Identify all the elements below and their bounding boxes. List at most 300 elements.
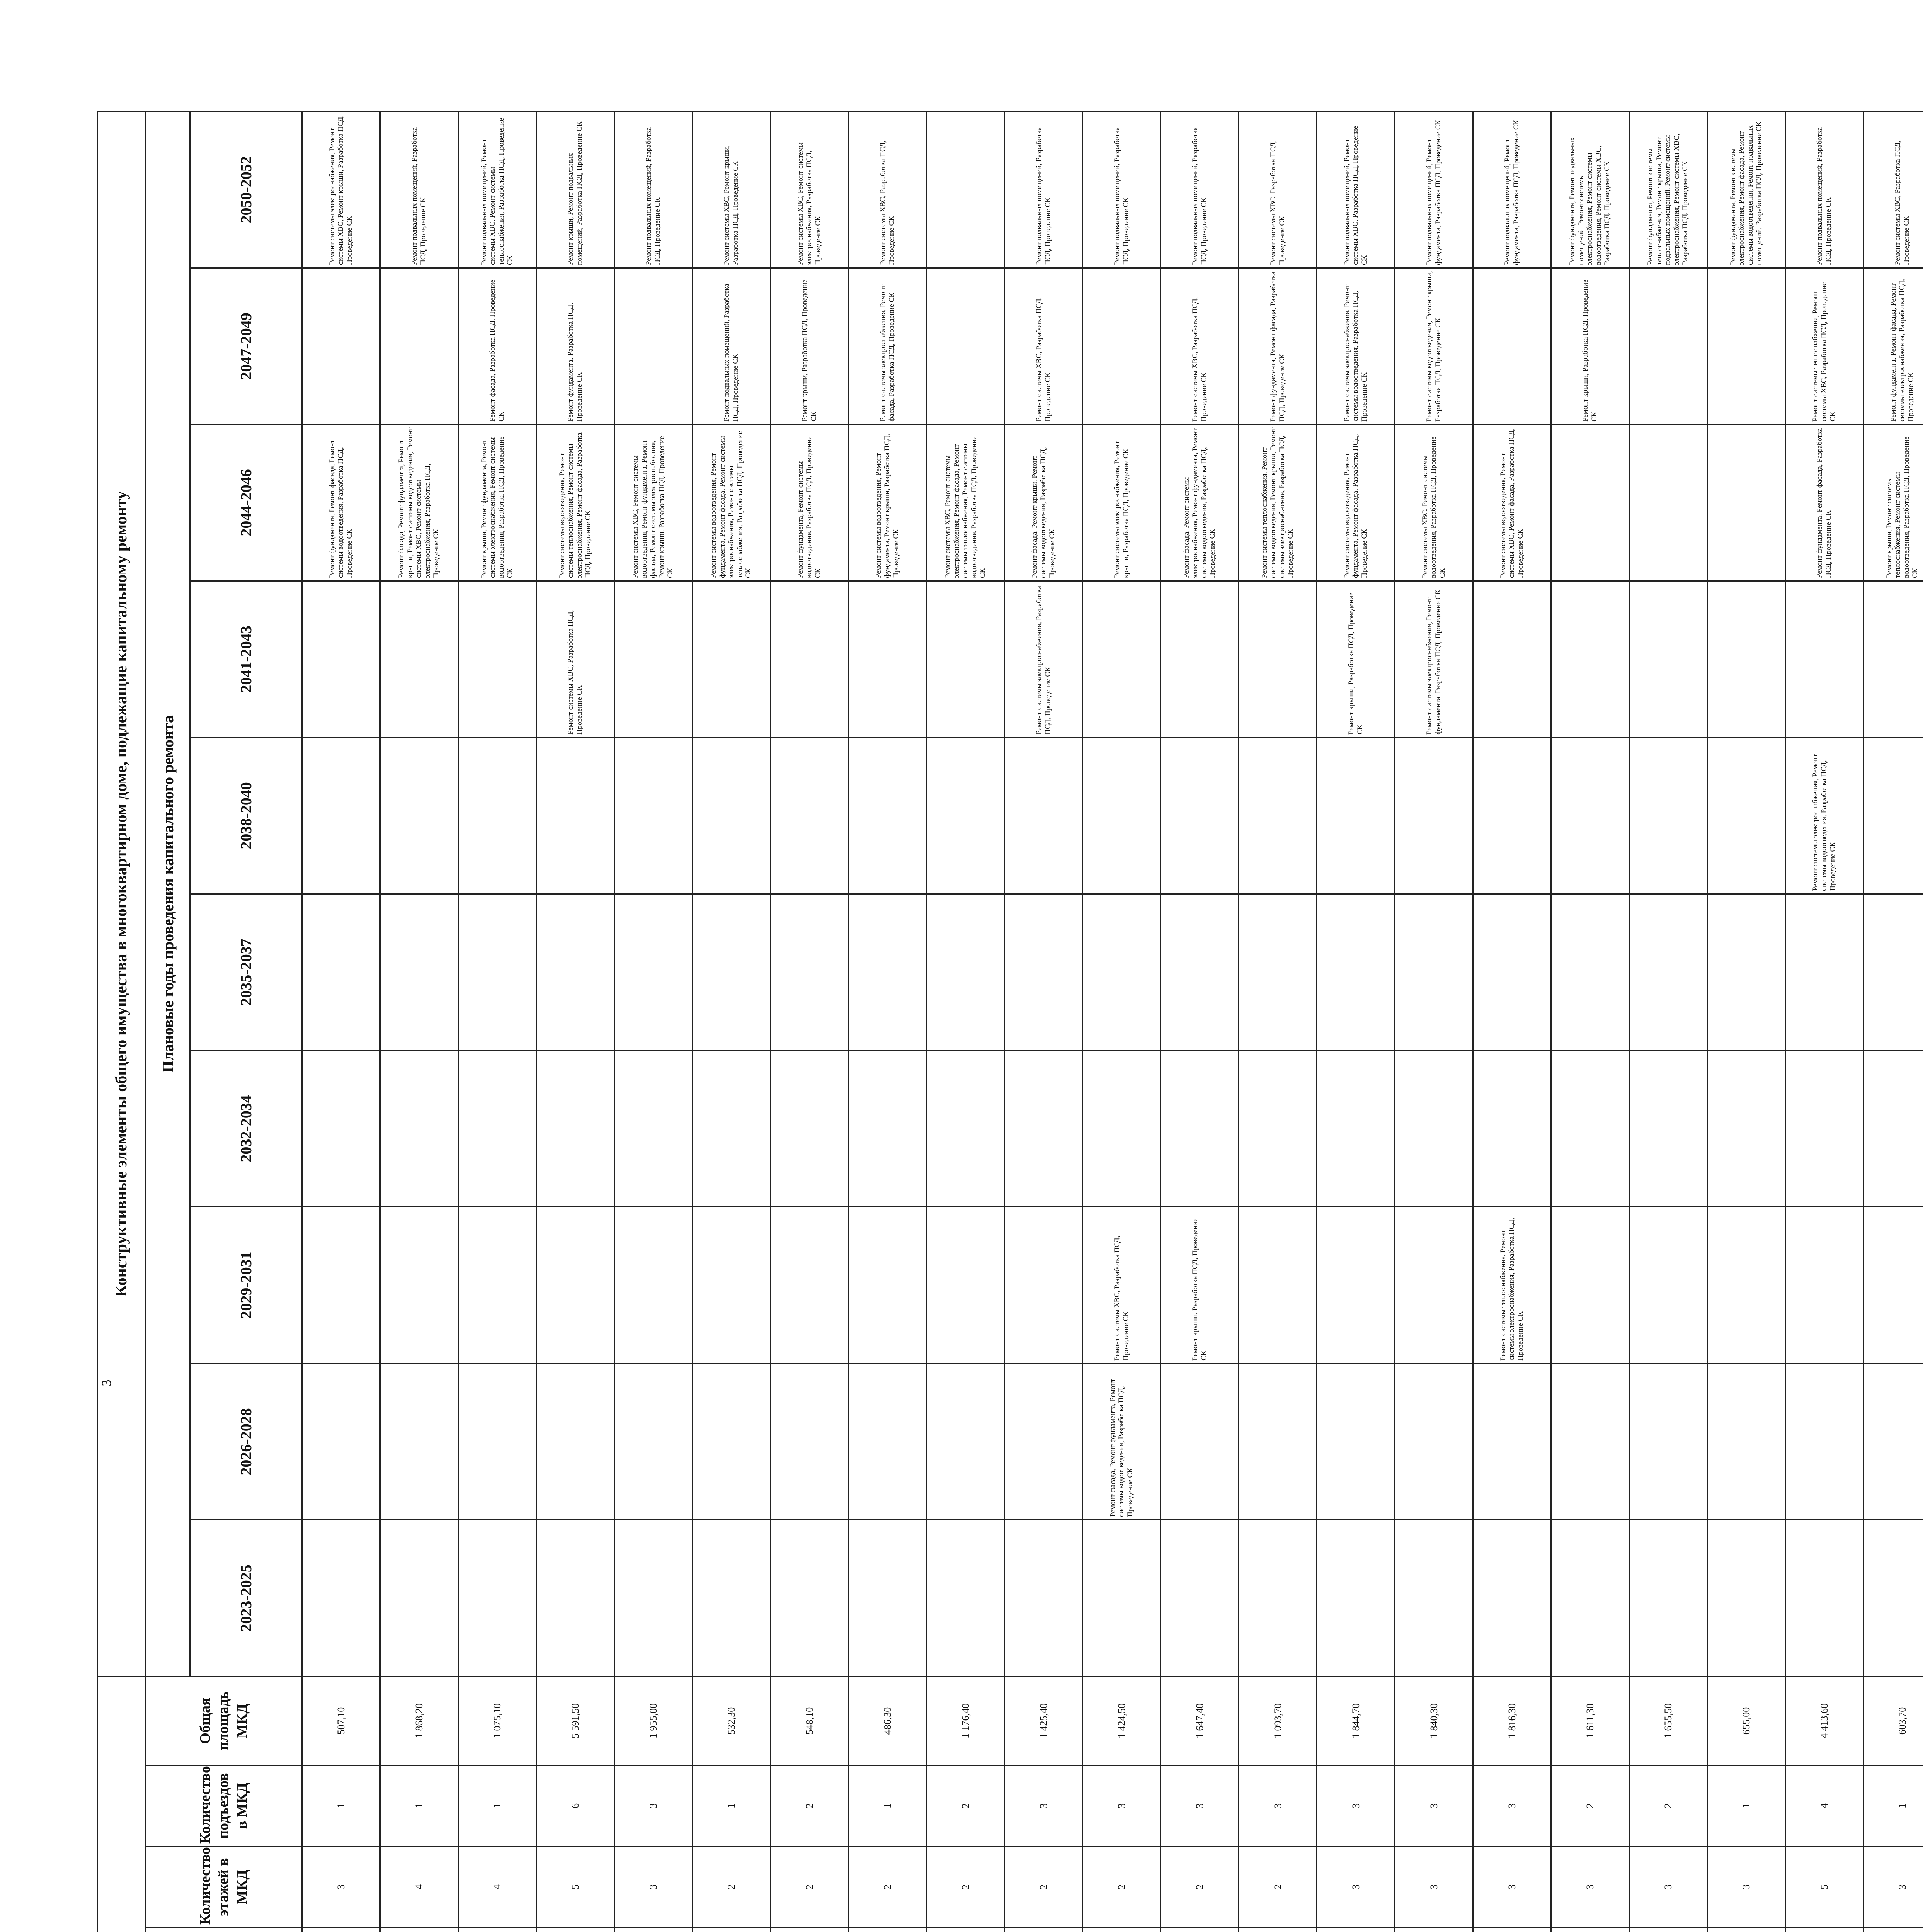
total-area: 532,30 xyxy=(693,1676,771,1765)
planned-works-cell: Ремонт фундамента, Разработка ПСД, Проведение СК xyxy=(536,268,614,424)
planned-works-cell xyxy=(614,1520,693,1676)
table-row xyxy=(693,111,771,1932)
planned-works-cell xyxy=(1629,1207,1707,1363)
entrance-count: 2 xyxy=(1629,1765,1707,1847)
planned-works-cell xyxy=(1551,894,1629,1050)
planned-works-cell: Ремонт системы водоотведения, Ремонт крыши, Разработка ПСД, Проведение СК xyxy=(1395,268,1473,424)
planned-works-cell xyxy=(1239,737,1317,894)
planned-works-cell xyxy=(1083,1050,1161,1207)
planned-works-cell xyxy=(1551,1363,1629,1520)
entrance-count: 1 xyxy=(302,1765,380,1847)
planned-works-cell xyxy=(1473,1050,1551,1207)
planned-works-cell xyxy=(1629,424,1707,581)
floor-count: 3 xyxy=(1317,1847,1395,1928)
planned-works-cell xyxy=(1161,1050,1239,1207)
planned-works-cell xyxy=(1551,1207,1629,1363)
planned-works-cell xyxy=(693,1363,771,1520)
planned-works-cell xyxy=(1629,1050,1707,1207)
planned-works-cell xyxy=(1629,737,1707,894)
planned-works-cell: Ремонт системы ХВС, Ремонт системы электроснабжения, Ремонт фасада, Ремонт системы теплоснабжения, Ремонт системы водоотведения, Разработка ПСД, Проведение СК xyxy=(927,424,1005,581)
planned-works-cell xyxy=(1005,737,1083,894)
planned-works-cell xyxy=(849,1207,927,1363)
planned-works-cell: Ремонт системы теплоснабжения, Ремонт системы водоотведения, Ремонт крыши, Ремонт системы электроснабжения, Разработка ПСД, Проведение СК xyxy=(1239,424,1317,581)
entrance-count: 3 xyxy=(1083,1765,1161,1847)
planned-works-cell xyxy=(614,1207,693,1363)
column-header-floors: Количество этажей в МКД xyxy=(146,1847,302,1928)
header-spacer xyxy=(97,1676,146,1932)
entrance-count: 3 xyxy=(1317,1765,1395,1847)
planned-works-cell xyxy=(927,581,1005,737)
planned-works-cell xyxy=(1863,581,1923,737)
planned-works-cell: Ремонт фундамента, Ремонт фасада, Разработка ПСД, Проведение СК xyxy=(1239,268,1317,424)
planned-works-cell xyxy=(1707,268,1785,424)
planned-works-cell xyxy=(1785,1050,1863,1207)
planned-works-cell xyxy=(302,1207,380,1363)
planned-works-cell xyxy=(1785,894,1863,1050)
planned-works-cell xyxy=(1395,737,1473,894)
floor-count: 2 xyxy=(1083,1847,1161,1928)
wall-material xyxy=(1005,1928,1083,1932)
wall-material xyxy=(1083,1928,1161,1932)
planned-works-cell xyxy=(1317,1363,1395,1520)
planned-works-cell: Ремонт системы ХВС, Ремонт крыши, Разработка ПСД, Проведение СК xyxy=(693,111,771,268)
planned-works-cell xyxy=(458,1207,536,1363)
planned-works-cell: Ремонт системы электроснабжения, Ремонт системы водоотведения, Разработка ПСД, Проведение СК xyxy=(1317,268,1395,424)
planned-works-cell xyxy=(1629,894,1707,1050)
planned-works-cell xyxy=(1083,1520,1161,1676)
table-row xyxy=(1785,111,1863,1932)
wall-material xyxy=(771,1928,849,1932)
planned-works-cell: Ремонт подвальных помещений, Разработка ПСД, Проведение СК xyxy=(1005,111,1083,268)
wall-material xyxy=(927,1928,1005,1932)
planned-works-cell xyxy=(536,894,614,1050)
table-row xyxy=(614,111,693,1932)
planned-works-cell xyxy=(1785,581,1863,737)
entrance-count: 1 xyxy=(1707,1765,1785,1847)
wall-material xyxy=(536,1928,614,1932)
planned-works-cell xyxy=(1473,1363,1551,1520)
total-area: 1 075,10 xyxy=(458,1676,536,1765)
total-area: 1 176,40 xyxy=(927,1676,1005,1765)
entrance-count: 1 xyxy=(849,1765,927,1847)
planned-works-cell xyxy=(1863,737,1923,894)
year-header: 2050-2052 xyxy=(190,111,302,268)
planned-works-cell xyxy=(302,1050,380,1207)
planned-works-cell xyxy=(1161,581,1239,737)
planned-works-cell xyxy=(927,268,1005,424)
planned-works-cell xyxy=(1863,1520,1923,1676)
planned-works-cell: Ремонт системы электроснабжения, Разработка ПСД, Проведение СК xyxy=(1005,581,1083,737)
table-row xyxy=(1551,111,1629,1932)
planned-works-cell xyxy=(1083,268,1161,424)
planned-works-cell xyxy=(927,737,1005,894)
planned-works-cell xyxy=(693,737,771,894)
planned-works-cell xyxy=(380,737,458,894)
table-row xyxy=(1707,111,1785,1932)
planned-works-cell xyxy=(380,1207,458,1363)
planned-works-cell xyxy=(1707,1207,1785,1363)
planned-works-cell xyxy=(536,737,614,894)
planned-works-cell xyxy=(1629,581,1707,737)
planned-works-cell: Ремонт подвальных помещений, Разработка ПСД, Проведение СК xyxy=(693,268,771,424)
planned-works-cell: Ремонт крыши, Разработка ПСД, Проведение СК xyxy=(1317,581,1395,737)
planned-works-cell xyxy=(1707,737,1785,894)
planned-works-cell: Ремонт фундамента, Ремонт подвальных помещений, Ремонт системы электроснабжения, Ремонт системы водоотведения, Ремонт системы ХВС, Разработка ПСД, Проведение СК xyxy=(1551,111,1629,268)
year-header: 2044-2046 xyxy=(190,424,302,581)
planned-works-cell xyxy=(1551,1520,1629,1676)
planned-works-cell xyxy=(1317,1520,1395,1676)
entrance-count: 1 xyxy=(380,1765,458,1847)
table-row xyxy=(1395,111,1473,1932)
floor-count: 3 xyxy=(1629,1847,1707,1928)
planned-works-cell xyxy=(458,1363,536,1520)
planned-works-cell: Ремонт крыши, Ремонт фундамента, Ремонт системы электроснабжения, Ремонт системы водоотведения, Разработка ПСД, Проведение СК xyxy=(458,424,536,581)
floor-count: 3 xyxy=(1395,1847,1473,1928)
planned-works-cell xyxy=(1863,1363,1923,1520)
planned-works-cell xyxy=(1785,1520,1863,1676)
wall-material xyxy=(1317,1928,1395,1932)
planned-works-cell xyxy=(849,1050,927,1207)
planned-works-cell xyxy=(302,1520,380,1676)
wall-material xyxy=(1239,1928,1317,1932)
total-area: 5 591,50 xyxy=(536,1676,614,1765)
planned-works-cell xyxy=(693,1207,771,1363)
planned-works-cell xyxy=(927,1207,1005,1363)
planned-works-cell xyxy=(380,581,458,737)
planned-works-cell: Ремонт системы водоотведения, Ремонт системы ХВС, Ремонт фасада, Разработка ПСД, Проведение СК xyxy=(1473,424,1551,581)
planned-works-cell xyxy=(927,894,1005,1050)
planned-works-cell xyxy=(1707,894,1785,1050)
planned-works-cell xyxy=(771,1050,849,1207)
planned-works-cell: Ремонт фундамента, Ремонт фасада, Разработка ПСД, Проведение СК xyxy=(1785,424,1863,581)
planned-works-cell: Ремонт системы ХВС, Ремонт системы водоотведения, Ремонт фундамента, Ремонт фасада, Ремонт системы электроснабжения, Ремонт крыши, Разработка ПСД, Проведение СК xyxy=(614,424,693,581)
entrance-count: 2 xyxy=(771,1765,849,1847)
year-header: 2029-2031 xyxy=(190,1207,302,1363)
planned-works-cell: Ремонт фундамента, Ремонт системы теплоснабжения, Ремонт крыши, Ремонт подвальных помещений, Ремонт системы электроснабжения, Ремонт системы ХВС, Разработка ПСД, Проведение СК xyxy=(1629,111,1707,268)
planned-works-cell: Ремонт системы ХВС, Разработка ПСД, Проведение СК xyxy=(1239,111,1317,268)
planned-works-cell: Ремонт фасада, Ремонт системы электроснабжения, Ремонт фундамента, Ремонт системы водоотведения, Разработка ПСД, Проведение СК xyxy=(1161,424,1239,581)
planned-works-cell xyxy=(693,894,771,1050)
total-area: 1 424,50 xyxy=(1083,1676,1161,1765)
planned-works-cell: Ремонт системы ХВС, Разработка ПСД, Проведение СК xyxy=(1161,268,1239,424)
planned-works-cell xyxy=(1551,1050,1629,1207)
table-row xyxy=(1317,111,1395,1932)
entrance-count: 3 xyxy=(1239,1765,1317,1847)
wall-material xyxy=(849,1928,927,1932)
planned-works-cell: Ремонт фасада, Ремонт фундамента, Ремонт крыши, Ремонт системы водоотведения, Ремонт системы ХВС, Ремонт системы электроснабжения, Разработка ПСД, Проведение СК xyxy=(380,424,458,581)
planned-works-cell xyxy=(1707,1520,1785,1676)
total-area: 548,10 xyxy=(771,1676,849,1765)
planned-works-cell xyxy=(1239,894,1317,1050)
planned-works-cell xyxy=(1551,737,1629,894)
header-planned-years: Плановые годы проведения капитального ремонта xyxy=(146,111,190,1676)
planned-works-cell: Ремонт фасада, Ремонт фундамента, Ремонт системы водоотведения, Разработка ПСД, Проведение СК xyxy=(1083,1363,1161,1520)
planned-works-cell xyxy=(1707,581,1785,737)
planned-works-cell xyxy=(614,1363,693,1520)
planned-works-cell xyxy=(458,894,536,1050)
planned-works-cell: Ремонт крыши, Разработка ПСД, Проведение СК xyxy=(1551,268,1629,424)
planned-works-cell xyxy=(1317,737,1395,894)
table-row xyxy=(1473,111,1551,1932)
planned-works-cell xyxy=(1239,581,1317,737)
planned-works-cell xyxy=(1629,1520,1707,1676)
planned-works-cell xyxy=(1551,424,1629,581)
total-area: 1 093,70 xyxy=(1239,1676,1317,1765)
planned-works-cell xyxy=(1005,1050,1083,1207)
planned-works-cell: Ремонт системы водоотведения, Ремонт фундамента, Ремонт крыши, Разработка ПСД, Проведение СК xyxy=(849,424,927,581)
planned-works-cell xyxy=(536,1050,614,1207)
planned-works-cell xyxy=(1473,268,1551,424)
planned-works-cell: Ремонт крыши, Разработка ПСД, Проведение СК xyxy=(1161,1207,1239,1363)
planned-works-cell xyxy=(1629,268,1707,424)
table-row xyxy=(1629,111,1707,1932)
total-area: 1 611,30 xyxy=(1551,1676,1629,1765)
planned-works-cell: Ремонт крыши, Разработка ПСД, Проведение СК xyxy=(771,268,849,424)
planned-works-cell xyxy=(614,1050,693,1207)
planned-works-cell: Ремонт системы ХВС, Разработка ПСД, Проведение СК xyxy=(1005,268,1083,424)
planned-works-cell xyxy=(458,1050,536,1207)
planned-works-cell xyxy=(458,581,536,737)
planned-works-cell: Ремонт подвальных помещений, Ремонт фундамента, Разработка ПСД, Проведение СК xyxy=(1395,111,1473,268)
table-row xyxy=(927,111,1005,1932)
planned-works-cell: Ремонт системы ХВС, Ремонт системы водоотведения, Разработка ПСД, Проведение СК xyxy=(1395,424,1473,581)
wall-material xyxy=(1863,1928,1923,1932)
planned-works-cell: Ремонт системы водоотведения, Ремонт системы теплоснабжения, Ремонт системы электроснабжения, Ремонт фасада, Разработка ПСД, Проведение СК xyxy=(536,424,614,581)
planned-works-cell: Ремонт системы электроснабжения, Ремонт фасада, Разработка ПСД, Проведение СК xyxy=(849,268,927,424)
planned-works-cell xyxy=(1863,1207,1923,1363)
planned-works-cell xyxy=(302,581,380,737)
planned-works-cell xyxy=(1161,1520,1239,1676)
total-area: 1 840,30 xyxy=(1395,1676,1473,1765)
entrance-count: 2 xyxy=(1551,1765,1629,1847)
total-area: 4 413,60 xyxy=(1785,1676,1863,1765)
planned-works-cell xyxy=(1083,737,1161,894)
total-area: 507,10 xyxy=(302,1676,380,1765)
floor-count: 2 xyxy=(771,1847,849,1928)
planned-works-cell xyxy=(1785,1363,1863,1520)
planned-works-cell xyxy=(927,1520,1005,1676)
table-row xyxy=(302,111,380,1932)
planned-works-cell xyxy=(1317,894,1395,1050)
floor-count: 2 xyxy=(693,1847,771,1928)
entrance-count: 3 xyxy=(1161,1765,1239,1847)
table-row xyxy=(771,111,849,1932)
planned-works-cell xyxy=(1005,894,1083,1050)
planned-works-cell: Ремонт крыши, Ремонт подвальных помещений, Разработка ПСД, Проведение СК xyxy=(536,111,614,268)
planned-works-cell: Ремонт фундамента, Ремонт фасада, Ремонт системы электроснабжения, Разработка ПСД, Проведение СК xyxy=(1863,268,1923,424)
planned-works-cell xyxy=(927,1050,1005,1207)
wall-material xyxy=(302,1928,380,1932)
planned-works-cell xyxy=(1161,894,1239,1050)
planned-works-cell xyxy=(1239,1207,1317,1363)
planned-works-cell xyxy=(614,737,693,894)
planned-works-cell xyxy=(1707,424,1785,581)
planned-works-cell xyxy=(1083,581,1161,737)
table-row xyxy=(1161,111,1239,1932)
entrance-count: 1 xyxy=(458,1765,536,1847)
table-row xyxy=(458,111,536,1932)
floor-count: 3 xyxy=(1473,1847,1551,1928)
table-row xyxy=(380,111,458,1932)
planned-works-cell xyxy=(458,737,536,894)
planned-works-cell xyxy=(1785,1207,1863,1363)
floor-count: 3 xyxy=(302,1847,380,1928)
planned-works-cell: Ремонт системы теплоснабжения, Ремонт системы электроснабжения, Разработка ПСД, Проведение СК xyxy=(1473,1207,1551,1363)
planned-works-cell xyxy=(614,581,693,737)
planned-works-cell xyxy=(849,581,927,737)
planned-works-cell: Ремонт системы ХВС, Разработка ПСД, Проведение СК xyxy=(849,111,927,268)
table-row xyxy=(1083,111,1161,1932)
table-row xyxy=(1005,111,1083,1932)
wall-material xyxy=(1473,1928,1551,1932)
entrance-count: 4 xyxy=(1785,1765,1863,1847)
planned-works-cell xyxy=(1161,1363,1239,1520)
planned-works-cell xyxy=(771,737,849,894)
floor-count: 2 xyxy=(927,1847,1005,1928)
entrance-count: 3 xyxy=(1473,1765,1551,1847)
planned-works-cell: Ремонт фасада, Ремонт крыши, Ремонт системы водоотведения, Разработка ПСД, Проведение СК xyxy=(1005,424,1083,581)
planned-works-cell xyxy=(302,894,380,1050)
planned-works-cell xyxy=(849,1520,927,1676)
table-body xyxy=(302,111,1923,1932)
planned-works-cell xyxy=(849,894,927,1050)
floor-count: 3 xyxy=(1707,1847,1785,1928)
planned-works-cell xyxy=(1707,1363,1785,1520)
entrance-count: 3 xyxy=(1395,1765,1473,1847)
planned-works-cell xyxy=(1707,1050,1785,1207)
planned-works-cell xyxy=(1005,1207,1083,1363)
column-header-area: Общая площадь МКД xyxy=(146,1676,302,1765)
planned-works-cell: Ремонт подвальных помещений, Разработка ПСД, Проведение СК xyxy=(1161,111,1239,268)
planned-works-cell: Ремонт фасада, Разработка ПСД, Проведение СК xyxy=(458,268,536,424)
floor-count: 4 xyxy=(380,1847,458,1928)
planned-works-cell xyxy=(1395,1050,1473,1207)
year-header: 2041-2043 xyxy=(190,581,302,737)
planned-works-cell: Ремонт системы электроснабжения, Ремонт системы ХВС, Ремонт крыши, Разработка ПСД, Проведение СК xyxy=(302,111,380,268)
wall-material xyxy=(1629,1928,1707,1932)
planned-works-cell: Ремонт подвальных помещений, Ремонт фундамента, Разработка ПСД, Проведение СК xyxy=(1473,111,1551,268)
planned-works-cell: Ремонт системы электроснабжения, Ремонт фундамента, Разработка ПСД, Проведение СК xyxy=(1395,581,1473,737)
planned-works-cell: Ремонт системы водоотведения, Ремонт фундамента, Ремонт фасада, Разработка ПСД, Проведение СК xyxy=(1317,424,1395,581)
year-header: 2032-2034 xyxy=(190,1050,302,1207)
planned-works-cell xyxy=(849,1363,927,1520)
wall-material xyxy=(1707,1928,1785,1932)
planned-works-cell xyxy=(1863,1050,1923,1207)
planned-works-cell xyxy=(302,1363,380,1520)
planned-works-cell: Ремонт системы электроснабжения, Ремонт системы водоотведения, Разработка ПСД, Проведение СК xyxy=(1785,737,1863,894)
planned-works-cell xyxy=(536,1207,614,1363)
year-header: 2035-2037 xyxy=(190,894,302,1050)
wall-material xyxy=(693,1928,771,1932)
planned-works-cell xyxy=(771,1363,849,1520)
planned-works-cell xyxy=(1863,894,1923,1050)
planned-works-cell xyxy=(693,1520,771,1676)
total-area: 1 425,40 xyxy=(1005,1676,1083,1765)
planned-works-cell xyxy=(1629,1363,1707,1520)
total-area: 1 655,50 xyxy=(1629,1676,1707,1765)
planned-works-cell xyxy=(693,1050,771,1207)
planned-works-cell xyxy=(771,1520,849,1676)
planned-works-cell xyxy=(458,1520,536,1676)
planned-works-cell: Ремонт подвальных помещений, Разработка ПСД, Проведение СК xyxy=(614,111,693,268)
total-area: 655,00 xyxy=(1707,1676,1785,1765)
planned-works-cell xyxy=(614,268,693,424)
planned-works-cell xyxy=(1005,1520,1083,1676)
year-header: 2038-2040 xyxy=(190,737,302,894)
planned-works-cell: Ремонт подвальных помещений, Ремонт системы ХВС, Ремонт системы теплоснабжения, Разработка ПСД, Проведение СК xyxy=(458,111,536,268)
rotated-table-container xyxy=(97,112,1919,1932)
floor-count: 5 xyxy=(536,1847,614,1928)
total-area: 603,70 xyxy=(1863,1676,1923,1765)
planned-works-cell: Ремонт системы ХВС, Ремонт системы электроснабжения, Разработка ПСД, Проведение СК xyxy=(771,111,849,268)
wall-material xyxy=(614,1928,693,1932)
table-row xyxy=(849,111,927,1932)
floor-count: 2 xyxy=(1161,1847,1239,1928)
entrance-count: 6 xyxy=(536,1765,614,1847)
planned-works-cell xyxy=(693,581,771,737)
planned-works-cell: Ремонт фундамента, Ремонт системы водоотведения, Разработка ПСД, Проведение СК xyxy=(771,424,849,581)
planned-works-cell: Ремонт подвальных помещений, Разработка ПСД, Проведение СК xyxy=(1785,111,1863,268)
table-row xyxy=(536,111,614,1932)
planned-works-cell xyxy=(380,1363,458,1520)
planned-works-cell xyxy=(536,1363,614,1520)
planned-works-cell xyxy=(380,1050,458,1207)
table-row xyxy=(1239,111,1317,1932)
planned-works-cell xyxy=(771,1207,849,1363)
planned-works-cell: Ремонт системы ХВС, Разработка ПСД, Проведение СК xyxy=(1083,1207,1161,1363)
planned-works-cell xyxy=(380,894,458,1050)
total-area: 1 647,40 xyxy=(1161,1676,1239,1765)
planned-works-cell: Ремонт подвальных помещений, Ремонт системы ХВС, Разработка ПСД, Проведение СК xyxy=(1317,111,1395,268)
planned-works-cell xyxy=(536,1520,614,1676)
planned-works-cell xyxy=(927,1363,1005,1520)
entrance-count: 2 xyxy=(927,1765,1005,1847)
planned-works-cell xyxy=(1395,1520,1473,1676)
planned-works-cell xyxy=(849,737,927,894)
wall-material xyxy=(1395,1928,1473,1932)
planned-works-cell xyxy=(771,581,849,737)
entrance-count: 1 xyxy=(693,1765,771,1847)
planned-works-cell xyxy=(380,268,458,424)
planned-works-cell: Ремонт крыши, Ремонт системы теплоснабжения, Ремонт системы водоотведения, Разработка ПСД, Проведение СК xyxy=(1863,424,1923,581)
wall-material xyxy=(1551,1928,1629,1932)
total-area: 486,30 xyxy=(849,1676,927,1765)
planned-works-cell: Ремонт системы водоотведения, Ремонт фундамента, Ремонт фасада, Ремонт системы электроснабжения, Ремонт системы теплоснабжения, Разработка ПСД, Проведение СК xyxy=(693,424,771,581)
floor-count: 3 xyxy=(614,1847,693,1928)
capital-repair-table xyxy=(97,111,1923,1932)
planned-works-cell xyxy=(302,268,380,424)
planned-works-cell xyxy=(1317,1050,1395,1207)
planned-works-cell xyxy=(771,894,849,1050)
planned-works-cell xyxy=(1395,1363,1473,1520)
planned-works-cell: Ремонт фундамента, Ремонт фасада, Ремонт системы водоотведения, Разработка ПСД, Проведение СК xyxy=(302,424,380,581)
floor-count: 2 xyxy=(1005,1847,1083,1928)
planned-works-cell xyxy=(1317,1207,1395,1363)
planned-works-cell: Ремонт системы теплоснабжения, Ремонт системы ХВС, Разработка ПСД, Проведение СК xyxy=(1785,268,1863,424)
planned-works-cell xyxy=(1395,1207,1473,1363)
planned-works-cell xyxy=(1239,1520,1317,1676)
planned-works-cell xyxy=(1551,581,1629,737)
column-header-wall-material xyxy=(146,1928,302,1932)
planned-works-cell xyxy=(1473,737,1551,894)
wall-material xyxy=(1785,1928,1863,1932)
planned-works-cell xyxy=(1395,894,1473,1050)
floor-count: 5 xyxy=(1785,1847,1863,1928)
year-header: 2026-2028 xyxy=(190,1363,302,1520)
entrance-count: 3 xyxy=(614,1765,693,1847)
planned-works-cell: Ремонт системы ХВС, Разработка ПСД, Проведение СК xyxy=(1863,111,1923,268)
planned-works-cell xyxy=(302,737,380,894)
